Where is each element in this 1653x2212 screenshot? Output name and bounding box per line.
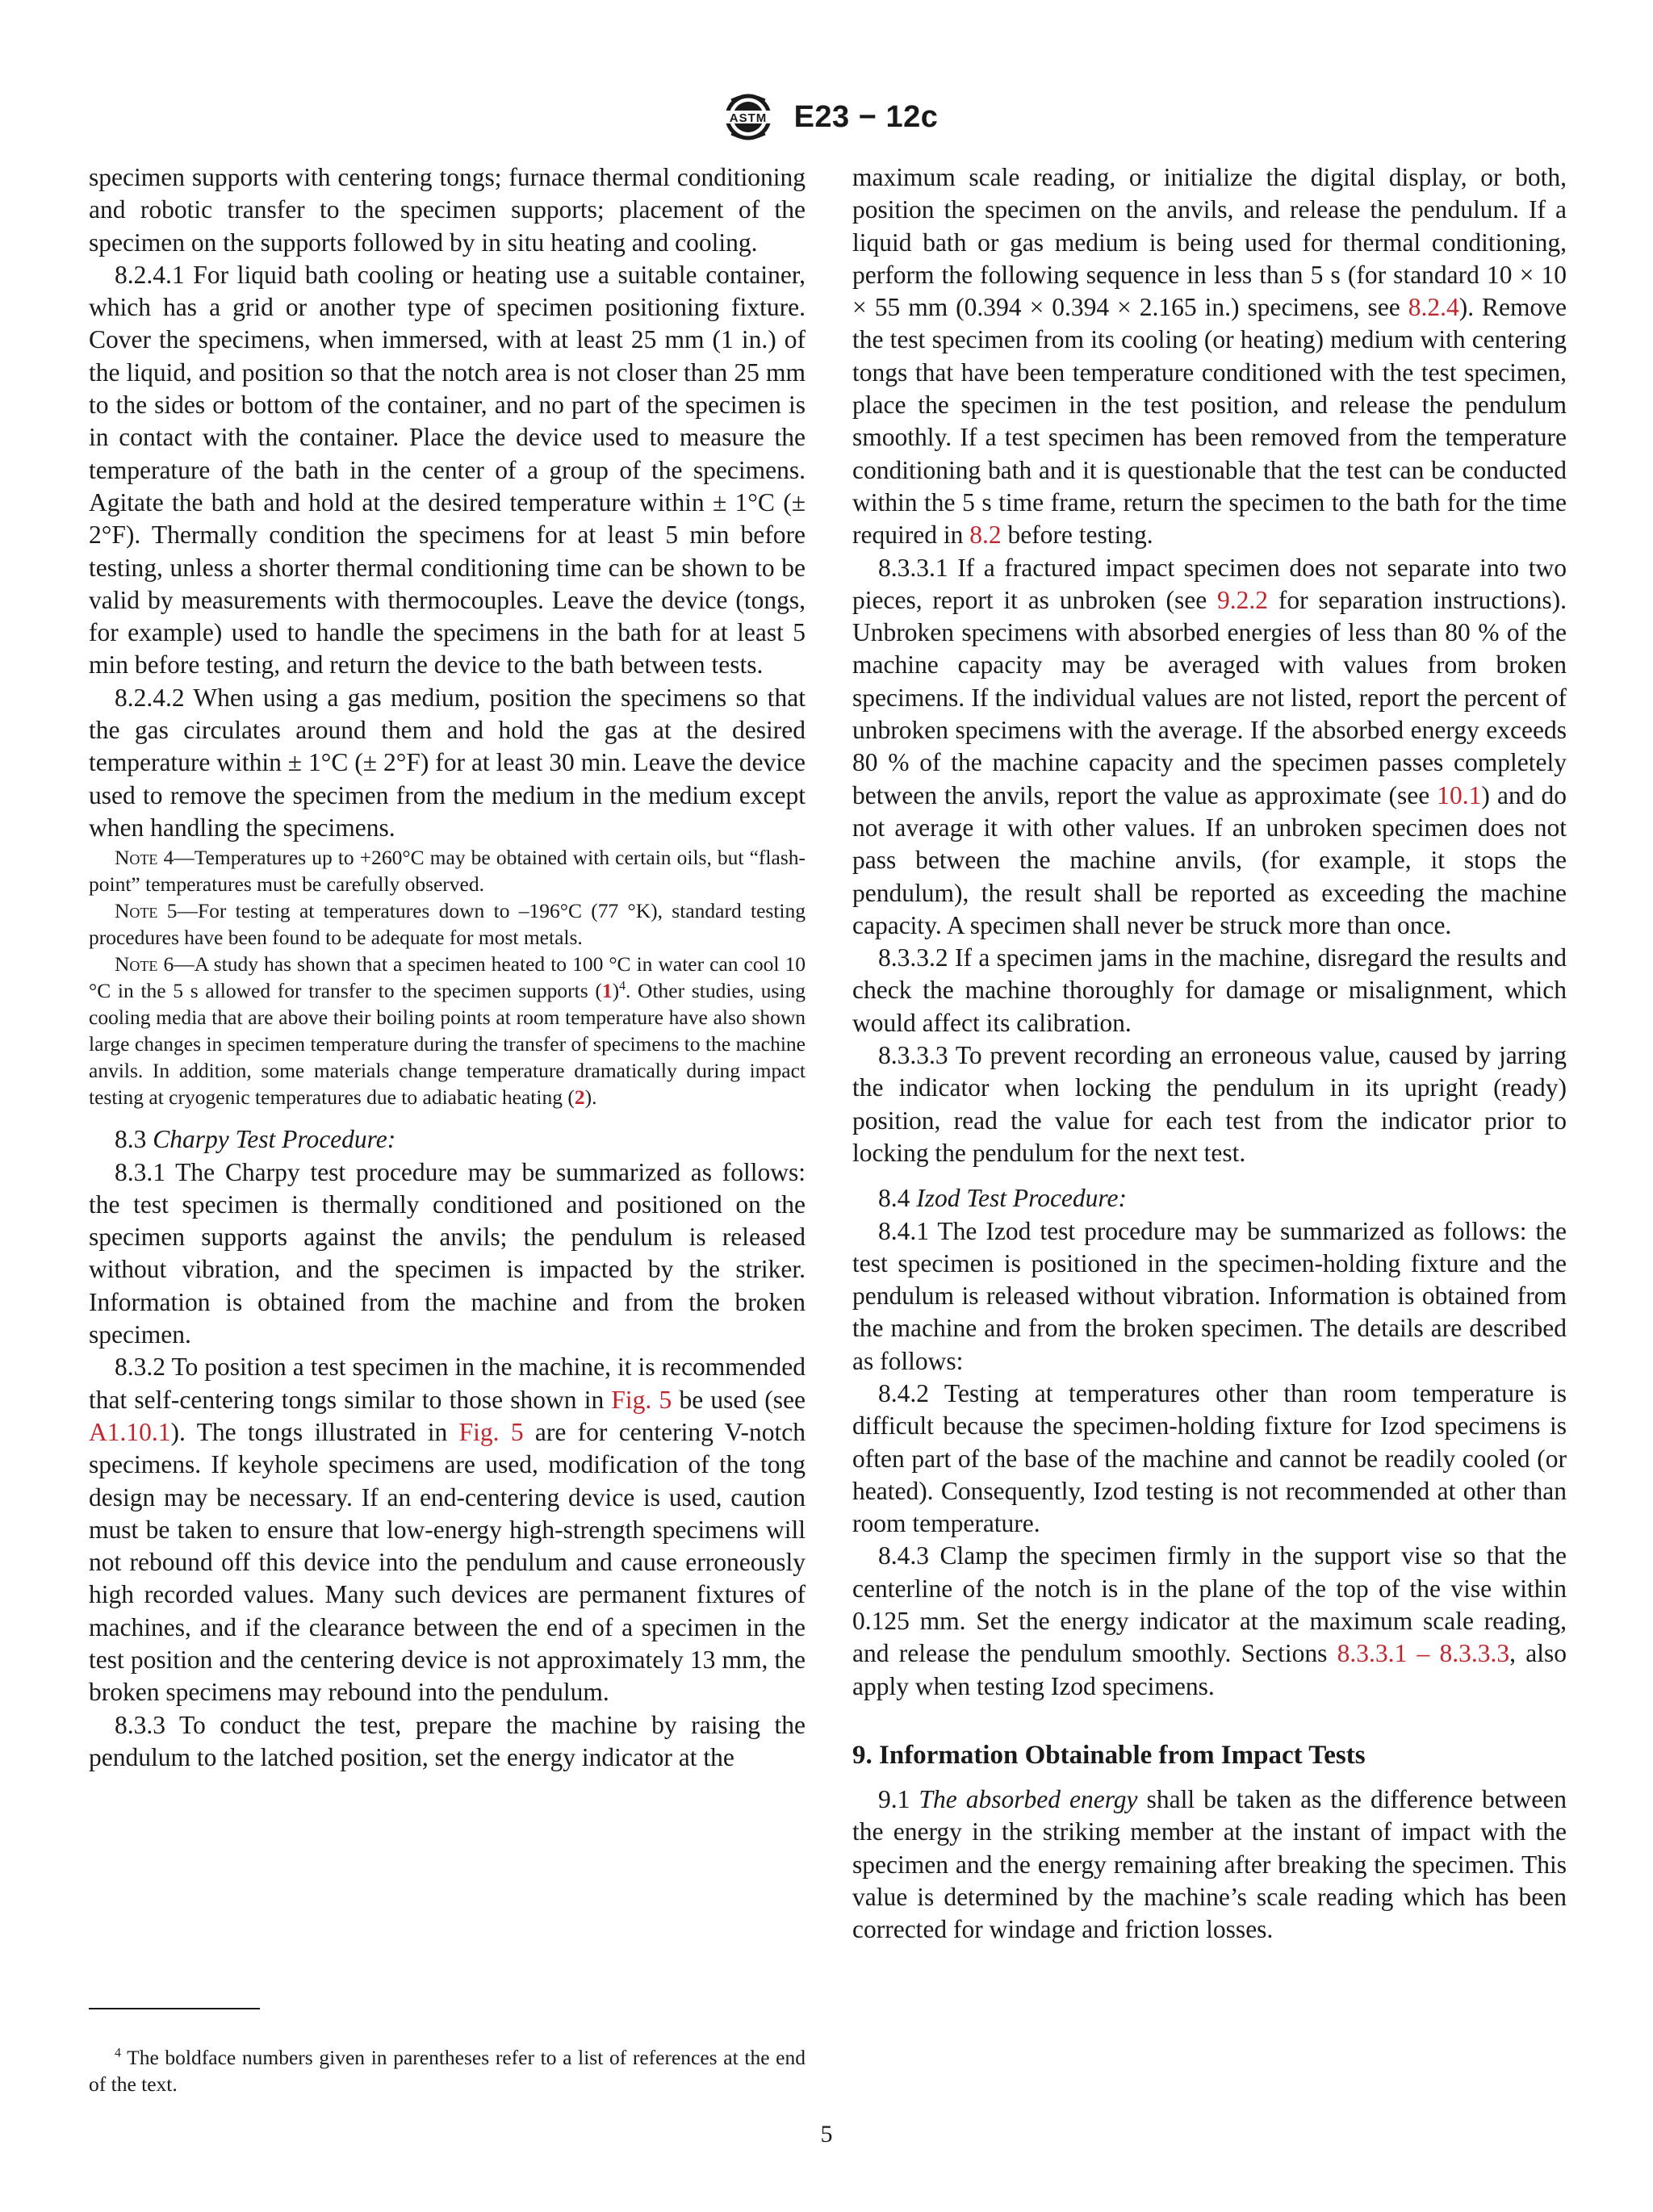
- paragraph-text: shall be taken as the difference between the energy in the striking member at the instant of impact with the specimen and the energy remaining after breaking the specimen. This value is determined by the machine’s scale reading which has been corrected for windage and friction losses.: [852, 1784, 1567, 1944]
- paragraph-text: maximum scale reading, or initialize the digital display, or both, position the specimen on the anvils, and release the pendulum. If a liquid bath or gas medium is being used for thermal conditioning, perform the following sequence in less than 5 s (for standard 10 × 10 × 55 mm (0.394 × 0.394 × 2.165 in.) specimens, see: [852, 163, 1567, 322]
- page-header: [0, 89, 1653, 145]
- subsection-number: 8.4: [878, 1184, 917, 1213]
- section-link[interactable]: 8.3.3.1 – 8.3.3.3: [1337, 1639, 1510, 1668]
- paragraph-8-2-4-2: 8.2.4.2 When using a gas medium, position the specimens so that the gas circulates around them and hold the gas at the desired temperature within ± 1°C (± 2°F) for at least 30 min. Leave the device used to remove the specimen from the medium in the medium except when handling the specimens.: [89, 683, 806, 842]
- paragraph-text: 8.3.2 To position a test specimen in the machine, it is recommended that self-centering tongs similar to those shown in: [89, 1353, 806, 1414]
- note-text: ): [612, 979, 620, 1003]
- note-4: [89, 844, 806, 897]
- annex-link[interactable]: A1.10.1: [89, 1417, 171, 1446]
- note-label: Note: [115, 952, 158, 976]
- paragraph-8-3-2: [89, 1351, 806, 1708]
- footnote-4: [89, 2044, 806, 2097]
- note-text: 5—For testing at temperatures down to –196°C (77 °K), standard testing procedures have been found to be adequate for most metals.: [89, 899, 806, 950]
- figure-link[interactable]: Fig. 5: [458, 1417, 524, 1446]
- paragraph-8-4-3: [852, 1540, 1567, 1702]
- defined-term: The absorbed energy: [919, 1784, 1138, 1813]
- note-text: 6—A study has shown that a specimen heated to 100 °C in water can cool 10 °C in the 5 s allowed for transfer to the specimen supports (: [89, 952, 806, 1003]
- footnote-marker: 4: [115, 2046, 121, 2059]
- left-column: [89, 161, 806, 1774]
- paragraph-text: ) and do not average it with other values. If an unbroken specimen does not pass between the machine anvils, (for example, it stops the pendulum), the result shall be reported as exceeding the machine capacity. A specimen shall never be struck more than once.: [852, 780, 1567, 939]
- section-link[interactable]: 8.2.4: [1408, 293, 1459, 322]
- paragraph-text: 8.3.3.1 If a fractured impact specimen does not separate into two pieces, report it as unbroken (see: [852, 553, 1567, 614]
- note-5: [89, 897, 806, 951]
- note-text: ).: [584, 1085, 597, 1110]
- note-text: . Other studies, using cooling media that are above their boiling points at room temperature have also shown large changes in specimen temperature during the transfer of specimens to the machine anvils. In addition, some materials change temperature dramatically during impact testing at cryogenic temperatures due to adiabatic heating (: [89, 979, 806, 1110]
- paragraph-8-3-1: 8.3.1 The Charpy test procedure may be summarized as follows: the test specimen is thermally conditioned and positioned on the specimen supports against the anvils; the pendulum is released without vibration, and the specimen is impacted by the striker. Information is obtained from the machine and from the broken specimen.: [89, 1157, 806, 1349]
- paragraph-9-1: [852, 1783, 1567, 1946]
- note-label: Note: [115, 846, 158, 870]
- paragraph-8-2-4-1: 8.2.4.1 For liquid bath cooling or heating use a suitable container, which has a grid or another type of specimen positioning fixture. Cover the specimens, when immersed, with at least 25 mm (1 in.) of the liquid, and position so that the notch area is not closer than 25 mm to the sides or bottom of the container, and no part of the specimen is in contact with the container. Place the device used to measure the temperature of the bath in the center of a group of the specimens. Agitate the bath and hold at the desired temperature within ± 1°C (± 2°F). Thermally condition the specimens for at least 5 min before testing, unless a shorter thermal conditioning time can be shown to be valid by measurements with thermocouples. Leave the device (tongs, for example) used to handle the specimens in the bath for at least 5 min before testing, and return the device to the bath between tests.: [89, 260, 806, 679]
- paragraph-text: , also apply when testing Izod specimens.: [852, 1639, 1567, 1700]
- section-link[interactable]: 10.1: [1437, 780, 1482, 809]
- paragraph-text: for separation instructions). Unbroken specimens with absorbed energies of less than 80 % of the machine capacity may be averaged with values from broken specimens. If the individual values are not listed, report the percent of unbroken specimens with the average. If the absorbed energy exceeds 80 % of the machine capacity and the specimen passes completely between the anvils, report the value as approximate (see: [852, 585, 1567, 809]
- paragraph-text: be used (see: [672, 1385, 806, 1414]
- paragraph-continuation: specimen supports with centering tongs; furnace thermal conditioning and robotic transfer to the specimen supports; placement of the specimen on the supports followed by in situ heating and cooling.: [89, 163, 806, 257]
- paragraph-text: ). Remove the test specimen from its cooling (or heating) medium with centering tongs that have been temperature conditioned with the test specimen, place the specimen in the test position, and release the pendulum smoothly. If a test specimen has been removed from the temperature conditioning bath and it is questionable that the test can be conducted within the 5 s time frame, return the specimen to the bath for the time required in: [852, 293, 1567, 550]
- paragraph-number: 9.1: [878, 1784, 919, 1813]
- subsection-title: Izod Test Procedure:: [916, 1184, 1127, 1213]
- paragraph-text: before testing.: [1001, 521, 1153, 550]
- reference-link-2[interactable]: 2: [574, 1085, 585, 1110]
- note-label: Note: [115, 899, 158, 923]
- subsection-title: Charpy Test Procedure:: [153, 1125, 396, 1154]
- subsection-heading-8-3: [89, 1123, 806, 1156]
- right-column: [852, 161, 1567, 1946]
- paragraph-8-3-3-2: 8.3.3.2 If a specimen jams in the machine, disregard the results and check the machine thoroughly for damage or misalignment, which would affect its calibration.: [852, 943, 1567, 1037]
- footnote-text: The boldface numbers given in parentheses refer to a list of references at the end of the text.: [89, 2045, 806, 2096]
- page-number: 5: [820, 2121, 833, 2147]
- standard-designation: E23 − 12c: [793, 99, 939, 134]
- note-text: 4—Temperatures up to +260°C may be obtained with certain oils, but “flash-point” temperatures must be carefully observed.: [89, 846, 806, 897]
- section-heading-9: 9. Information Obtainable from Impact Tests: [852, 1740, 1366, 1770]
- paragraph-text: are for centering V-notch specimens. If keyhole specimens are used, modification of the tong design may be necessary. If an end-centering device is used, caution must be taken to ensure that low-energy high-strength specimens will not rebound off this device into the pendulum and cause erroneously high recorded values. Many such devices are permanent fixtures of machines, and if the clearance between the end of a specimen in the test position and the centering device is not approximately 13 mm, the broken specimens may rebound into the pendulum.: [89, 1417, 806, 1707]
- svg-text:ASTM: ASTM: [729, 111, 767, 125]
- paragraph-text: ). The tongs illustrated in: [170, 1417, 459, 1446]
- paragraph-continuation: [852, 161, 1567, 552]
- paragraph-8-3-3-3: 8.3.3.3 To prevent recording an erroneous value, caused by jarring the indicator when locking the pendulum in its upright (ready) position, read the value for each test from the indicator prior to locking the pendulum for the next test.: [852, 1041, 1567, 1167]
- subsection-number: 8.3: [115, 1125, 153, 1154]
- paragraph-8-4-1: 8.4.1 The Izod test procedure may be summarized as follows: the test specimen is positioned in the specimen-holding fixture and the pendulum is released without vibration. Information is obtained from the machine and from the broken specimen. The details are described as follows:: [852, 1216, 1567, 1375]
- paragraph-text: 8.4.3 Clamp the specimen firmly in the support vise so that the centerline of the notch is in the plane of the top of the vise within 0.125 mm. Set the energy indicator at the maximum scale reading, and release the pendulum smoothly. Sections: [852, 1541, 1567, 1668]
- paragraph-8-4-2: 8.4.2 Testing at temperatures other than room temperature is difficult because the specimen-holding fixture for Izod specimens is often part of the base of the machine and cannot be readily cooled (or heated). Consequently, Izod testing is not recommended at other than room temperature.: [852, 1378, 1567, 1538]
- note-6: [89, 951, 806, 1110]
- reference-link-1[interactable]: 1: [601, 979, 613, 1003]
- section-link[interactable]: 8.2: [969, 521, 1002, 550]
- paragraph-8-3-3: 8.3.3 To conduct the test, prepare the machine by raising the pendulum to the latched position, set the energy indicator at the: [89, 1710, 806, 1771]
- footnote-marker: 4: [619, 979, 626, 993]
- astm-logo-icon: [715, 89, 781, 145]
- figure-link[interactable]: Fig. 5: [611, 1385, 672, 1414]
- section-link[interactable]: 9.2.2: [1217, 585, 1269, 614]
- subsection-heading-8-4: [852, 1182, 1567, 1215]
- paragraph-8-3-3-1: [852, 552, 1567, 943]
- footnote-divider: [89, 2008, 260, 2009]
